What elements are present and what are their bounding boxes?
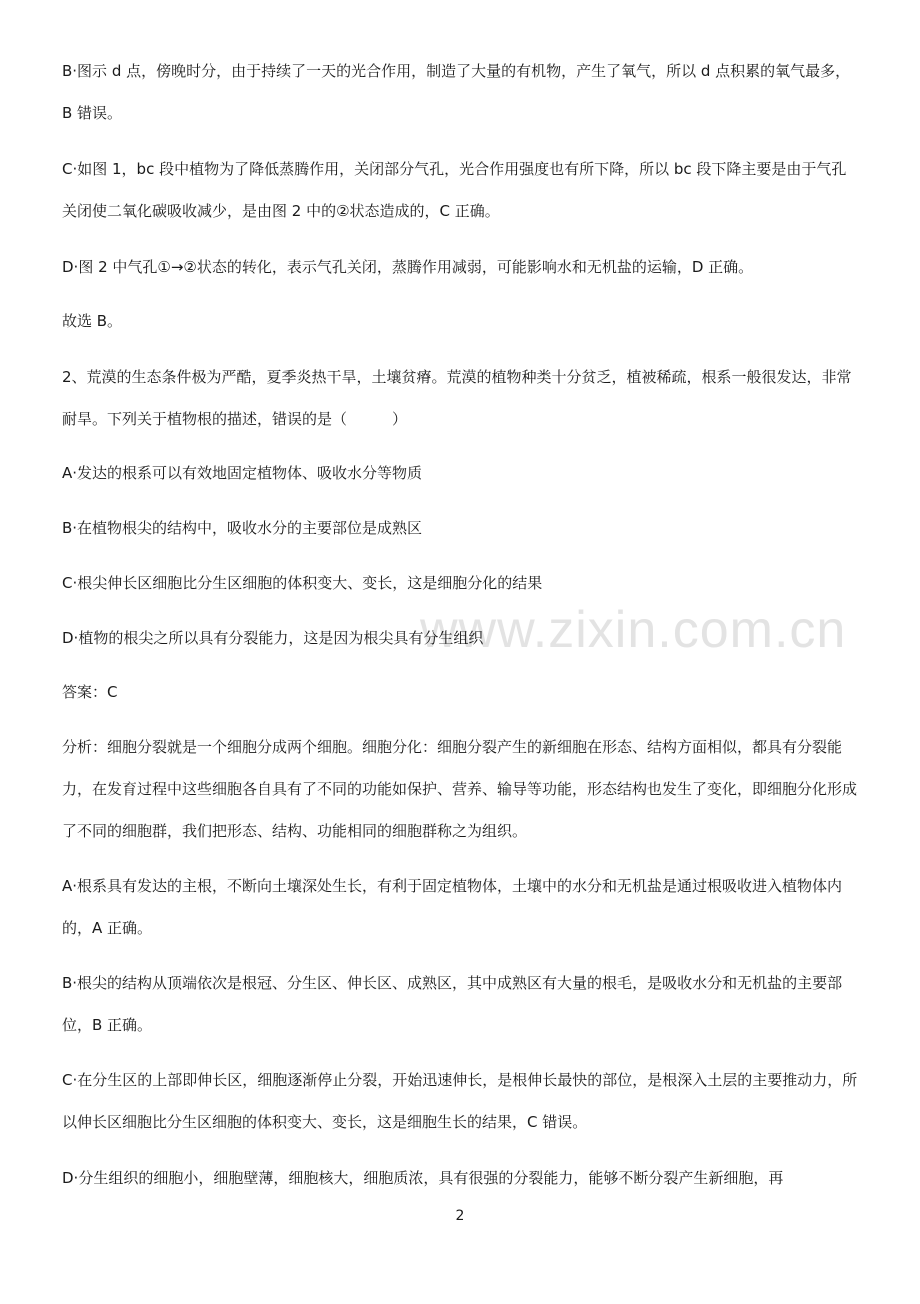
answer-label: 答案：C [62,683,118,701]
page-number: 2 [455,1208,465,1224]
analysis-option-d: D·分生组织的细胞小，细胞壁薄，细胞核大，细胞质浓，具有很强的分裂能力，能够不断分裂产生新细胞，再 [62,1169,784,1187]
analysis-option-c: C·在分生区的上部即伸长区，细胞逐渐停止分裂，开始迅速伸长，是根伸长最快的部位，是根深入土层的主要推动力，所以伸长区细胞比分生区细胞的体积变大、变长，这是细胞生长的结果，C 错误。 [62,1071,858,1131]
question-2-option-c: C·根尖伸长区细胞比分生区细胞的体积变大、变长，这是细胞分化的结果 [62,574,543,592]
question-2: 2、荒漠的生态条件极为严酷，夏季炎热干旱，土壤贫瘠。荒漠的植物种类十分贫乏，植被稀疏，根系一般很发达，非常耐旱。下列关于植物根的描述，错误的是（ ） [62,368,852,428]
analysis: 分析：细胞分裂就是一个细胞分成两个细胞。细胞分化：细胞分裂产生的新细胞在形态、结构方面相似，都具有分裂能力，在发育过程中这些细胞各自具有了不同的功能如保护、营养、输导等功能，形态结构也发生了变化，即细胞分化形成了不同的细胞群，我们把形态、结构、功能相同的细胞群称之为组织。 [62,738,858,840]
analysis-option-b: B·根尖的结构从顶端依次是根冠、分生区、伸长区、成熟区，其中成熟区有大量的根毛，是吸收水分和无机盐的主要部位，B 正确。 [62,974,843,1034]
question-2-option-d: D·植物的根尖之所以具有分裂能力，这是因为根尖具有分生组织 [62,629,484,647]
analysis-option-a: A·根系具有发达的主根，不断向土壤深处生长，有利于固定植物体，土壤中的水分和无机盐是通过根吸收进入植物体内的，A 正确。 [62,877,843,937]
option-d-explanation: D·图 2 中气孔①→②状态的转化，表示气孔关闭，蒸腾作用减弱，可能影响水和无机盐的运输，D 正确。 [62,258,754,276]
option-b-explanation: B·图示 d 点，傍晚时分，由于持续了一天的光合作用，制造了大量的有机物，产生了氧气，所以 d 点积累的氧气最多，B 错误。 [62,62,851,122]
question-2-option-b: B·在植物根尖的结构中，吸收水分的主要部位是成熟区 [62,519,423,537]
option-c-explanation: C·如图 1，bc 段中植物为了降低蒸腾作用，关闭部分气孔，光合作用强度也有所下降，所以 bc 段下降主要是由于气孔关闭使二氧化碳吸收减少，是由图 2 中的②状态造成的，C 正确。 [62,160,847,220]
question-2-option-a: A·发达的根系可以有效地固定植物体、吸收水分等物质 [62,464,423,482]
answer-choice: 故选 B。 [62,312,123,330]
watermark: www.zixin.com.cn [420,601,847,659]
